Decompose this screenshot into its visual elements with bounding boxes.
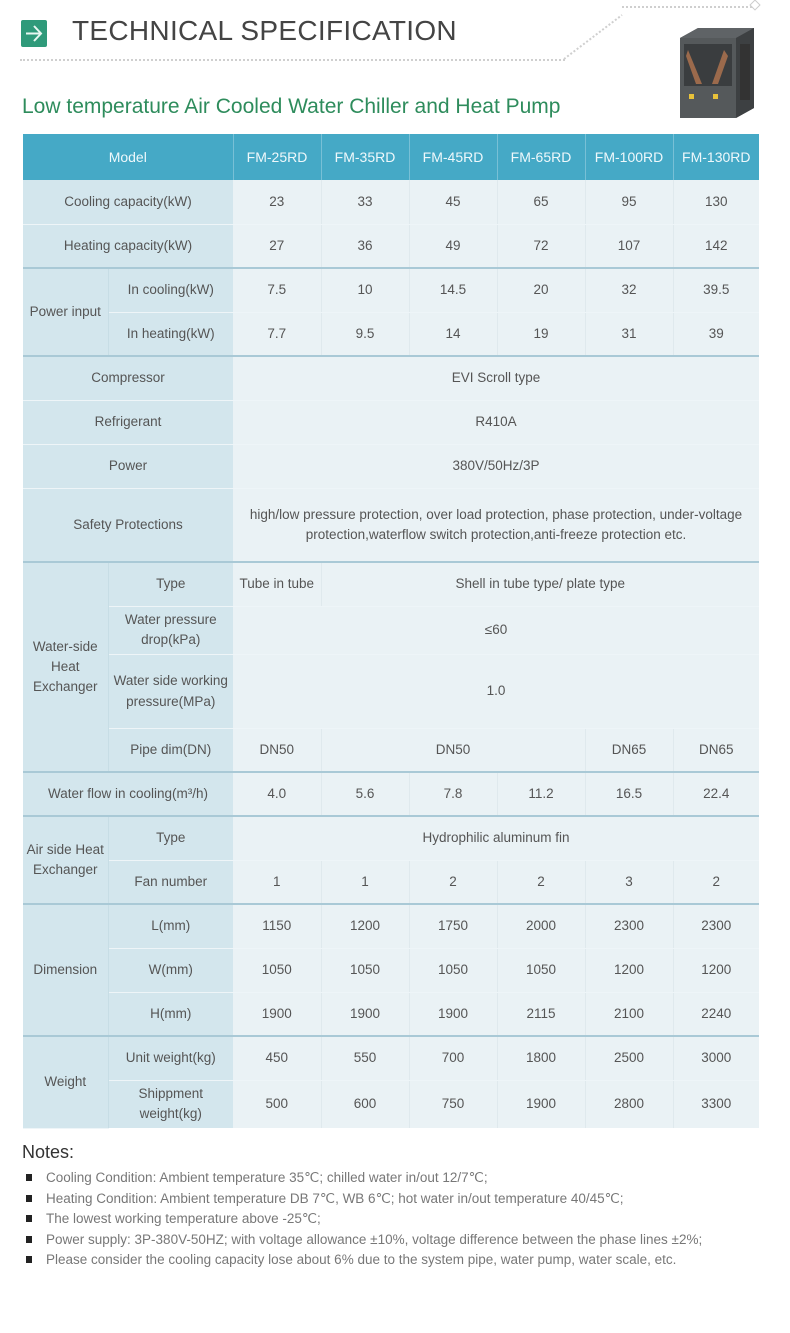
table-cell: 1200 [673, 948, 759, 992]
table-row-air-hx-type [23, 816, 759, 860]
table-cell: ≤60 [233, 606, 759, 654]
table-cell: 2800 [585, 1080, 673, 1128]
note-text: The lowest working temperature above -25℃; [46, 1211, 321, 1226]
table-cell: 2500 [585, 1036, 673, 1080]
table-cell: 7.5 [233, 268, 321, 312]
row-label: Safety Protections [23, 488, 233, 562]
table-cell: 1.0 [233, 654, 759, 728]
table-row-power [23, 444, 759, 488]
note-item [26, 1250, 766, 1271]
decorative-divider-diagonal [562, 14, 624, 60]
bullet-icon [26, 1256, 32, 1263]
note-text: Heating Condition: Ambient temperature DB 7℃, WB 6℃; hot water in/out temperature 40/45℃; [46, 1190, 624, 1206]
table-cell: 2100 [585, 992, 673, 1036]
bullet-icon [26, 1195, 32, 1202]
table-cell: 11.2 [497, 772, 585, 816]
table-cell: 500 [233, 1080, 321, 1128]
table-cell: 1050 [321, 948, 409, 992]
table-cell: 10 [321, 268, 409, 312]
table-cell: 550 [321, 1036, 409, 1080]
note-item [26, 1168, 766, 1189]
table-row-compressor [23, 356, 759, 400]
table-cell: 22.4 [673, 772, 759, 816]
table-cell: 2115 [497, 992, 585, 1036]
decorative-divider [20, 59, 565, 61]
row-label: Pipe dim(DN) [108, 728, 233, 772]
table-cell: 2240 [673, 992, 759, 1036]
row-label: Unit weight(kg) [108, 1036, 233, 1080]
group-label: Power input [23, 268, 108, 356]
table-cell: 9.5 [321, 312, 409, 356]
model-header-cell: FM-45RD [409, 134, 497, 180]
table-cell: 20 [497, 268, 585, 312]
row-label: Cooling capacity(kW) [23, 180, 233, 224]
group-label: Dimension [23, 904, 108, 1036]
table-cell: 1900 [409, 992, 497, 1036]
table-cell: 14 [409, 312, 497, 356]
table-cell: 3000 [673, 1036, 759, 1080]
table-cell: Hydrophilic aluminum fin [233, 816, 759, 860]
table-cell: 49 [409, 224, 497, 268]
table-row-dim-l [23, 904, 759, 948]
table-cell: EVI Scroll type [233, 356, 759, 400]
notes-title: Notes: [22, 1142, 75, 1162]
table-cell: 2 [673, 860, 759, 904]
table-cell: 39 [673, 312, 759, 356]
table-cell: 5.6 [321, 772, 409, 816]
table-cell: 2300 [585, 904, 673, 948]
row-label: Shippment weight(kg) [108, 1080, 233, 1128]
row-label: Fan number [108, 860, 233, 904]
table-cell: 1 [233, 860, 321, 904]
page-title: TECHNICAL SPECIFICATION [72, 15, 457, 46]
table-cell: DN65 [585, 728, 673, 772]
group-label: Air side Heat Exchanger [23, 816, 108, 904]
table-cell: 600 [321, 1080, 409, 1128]
bullet-icon [26, 1174, 32, 1181]
table-cell: 1800 [497, 1036, 585, 1080]
row-label: Refrigerant [23, 400, 233, 444]
note-item [26, 1209, 766, 1230]
table-header-row [23, 134, 759, 180]
table-cell: 2300 [673, 904, 759, 948]
decorative-divider-top [622, 6, 752, 8]
table-cell: 14.5 [409, 268, 497, 312]
table-row-water-pressure-drop [23, 606, 759, 654]
table-row-pipe-dim [23, 728, 759, 772]
table-cell: 2 [409, 860, 497, 904]
table-cell: 1050 [409, 948, 497, 992]
note-text: Please consider the cooling capacity lose about 6% due to the system pipe, water pump, water scale, etc. [46, 1252, 677, 1267]
row-label: Power [23, 444, 233, 488]
table-cell: 107 [585, 224, 673, 268]
row-label: H(mm) [108, 992, 233, 1036]
group-label: Water-side Heat Exchanger [23, 562, 108, 772]
table-cell: 1200 [321, 904, 409, 948]
table-cell: 23 [233, 180, 321, 224]
product-image [680, 26, 754, 118]
table-cell: 1200 [585, 948, 673, 992]
table-cell: 1150 [233, 904, 321, 948]
table-cell: 4.0 [233, 772, 321, 816]
table-row-refrigerant [23, 400, 759, 444]
row-label: Water side working pressure(MPa) [108, 654, 233, 728]
bullet-icon [26, 1215, 32, 1222]
model-header-cell: FM-35RD [321, 134, 409, 180]
table-cell: R410A [233, 400, 759, 444]
note-item [26, 1230, 766, 1251]
table-cell: 1900 [233, 992, 321, 1036]
table-cell: 3 [585, 860, 673, 904]
row-label: W(mm) [108, 948, 233, 992]
table-cell: Shell in tube type/ plate type [321, 562, 759, 606]
table-cell: 700 [409, 1036, 497, 1080]
table-cell: 380V/50Hz/3P [233, 444, 759, 488]
diamond-icon [749, 0, 760, 11]
table-cell: 2 [497, 860, 585, 904]
row-label: Water flow in cooling(m³/h) [23, 772, 233, 816]
table-cell: 1050 [497, 948, 585, 992]
table-cell: 27 [233, 224, 321, 268]
model-header-cell: FM-65RD [497, 134, 585, 180]
table-cell: DN65 [673, 728, 759, 772]
table-cell: 36 [321, 224, 409, 268]
model-header: Model [23, 134, 233, 180]
table-cell: 31 [585, 312, 673, 356]
table-cell: 2000 [497, 904, 585, 948]
table-row-water-flow [23, 772, 759, 816]
group-label: Weight [23, 1036, 108, 1128]
table-cell: 750 [409, 1080, 497, 1128]
note-text: Power supply: 3P-380V-50HZ; with voltage allowance ±10%, voltage difference between the phase lines ±2%; [46, 1231, 703, 1247]
spec-table [23, 134, 759, 1129]
table-cell: 95 [585, 180, 673, 224]
table-cell: 7.8 [409, 772, 497, 816]
note-item [26, 1189, 766, 1210]
table-cell: Tube in tube [233, 562, 321, 606]
table-row-dim-h [23, 992, 759, 1036]
model-header-cell: FM-25RD [233, 134, 321, 180]
table-cell: 450 [233, 1036, 321, 1080]
table-cell: 32 [585, 268, 673, 312]
table-cell: DN50 [321, 728, 585, 772]
row-label: Type [108, 816, 233, 860]
table-cell: 33 [321, 180, 409, 224]
table-cell: 3300 [673, 1080, 759, 1128]
table-cell: 72 [497, 224, 585, 268]
row-label: Water pressure drop(kPa) [108, 606, 233, 654]
table-cell: 7.7 [233, 312, 321, 356]
row-label: In cooling(kW) [108, 268, 233, 312]
table-row-safety [23, 488, 759, 562]
table-cell: 1900 [497, 1080, 585, 1128]
table-cell: 142 [673, 224, 759, 268]
table-cell: 1750 [409, 904, 497, 948]
row-label: Type [108, 562, 233, 606]
table-row-power-in-heating [23, 312, 759, 356]
table-cell: 16.5 [585, 772, 673, 816]
table-cell: 39.5 [673, 268, 759, 312]
table-row-heating-capacity [23, 224, 759, 268]
model-header-cell: FM-130RD [673, 134, 759, 180]
table-cell: 1 [321, 860, 409, 904]
table-row-unit-weight [23, 1036, 759, 1080]
bullet-icon [26, 1236, 32, 1243]
row-label: L(mm) [108, 904, 233, 948]
table-row-shipping-weight [23, 1080, 759, 1128]
table-cell: 65 [497, 180, 585, 224]
table-cell: 130 [673, 180, 759, 224]
table-row-power-in-cooling [23, 268, 759, 312]
product-subtitle: Low temperature Air Cooled Water Chiller and Heat Pump [22, 95, 561, 118]
table-cell: DN50 [233, 728, 321, 772]
table-row-working-pressure [23, 654, 759, 728]
table-cell: 45 [409, 180, 497, 224]
arrow-right-icon [21, 20, 47, 47]
table-row-water-hx-type [23, 562, 759, 606]
row-label: Compressor [23, 356, 233, 400]
row-label: In heating(kW) [108, 312, 233, 356]
model-header-cell: FM-100RD [585, 134, 673, 180]
table-cell: 1900 [321, 992, 409, 1036]
table-cell: 19 [497, 312, 585, 356]
table-cell: high/low pressure protection, over load protection, phase protection, under-voltage protection,waterflow switch protection,anti-freeze protection etc. [233, 488, 759, 562]
note-text: Cooling Condition: Ambient temperature 35℃; chilled water in/out 12/7℃; [46, 1170, 488, 1185]
table-row-fan-number [23, 860, 759, 904]
table-row-cooling-capacity [23, 180, 759, 224]
notes-list [26, 1168, 766, 1271]
row-label: Heating capacity(kW) [23, 224, 233, 268]
table-row-dim-w [23, 948, 759, 992]
table-cell: 1050 [233, 948, 321, 992]
